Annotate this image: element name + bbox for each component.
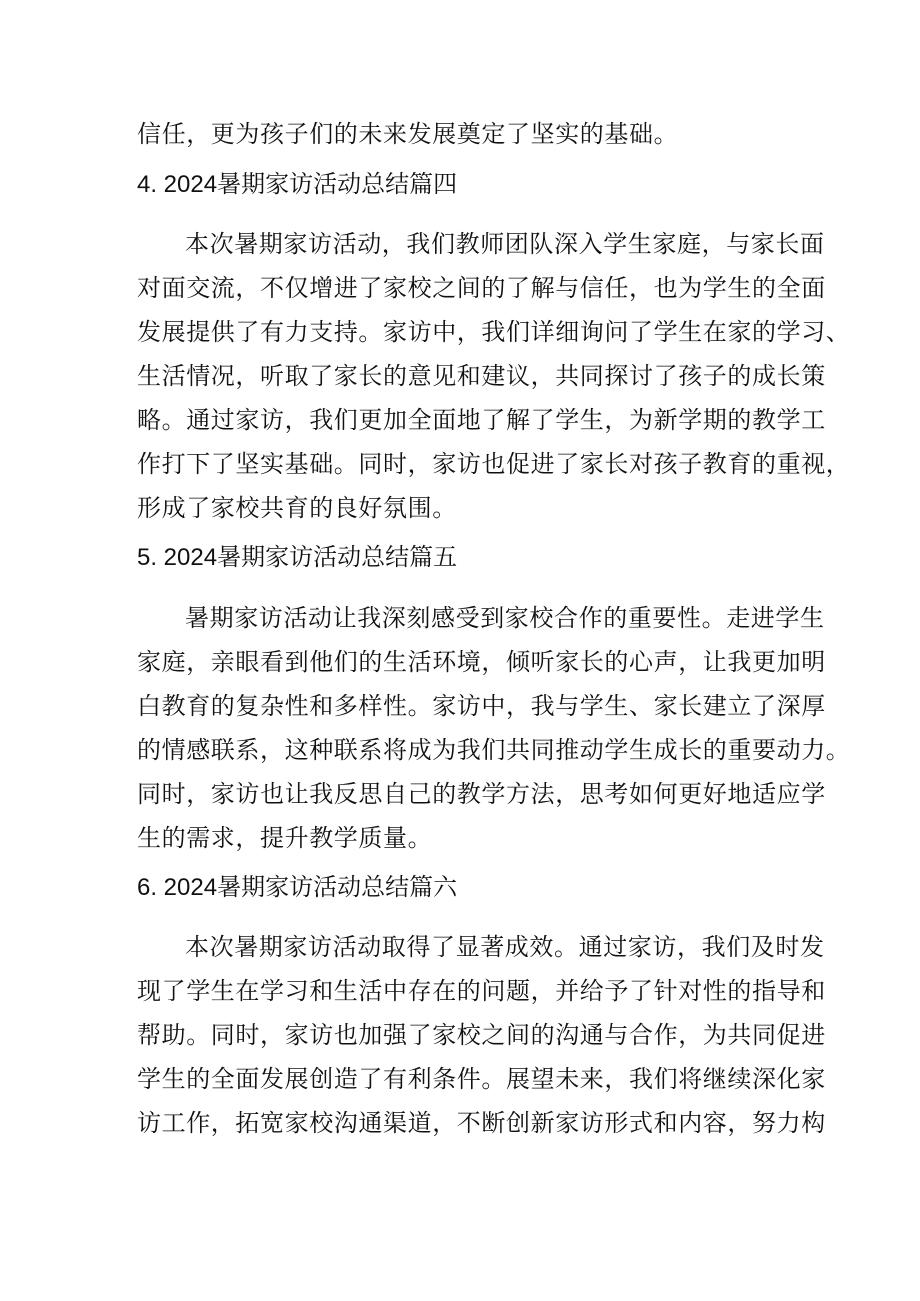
paragraph-line: 生的需求，提升教学质量。 bbox=[137, 824, 433, 852]
paragraph-line: 家庭，亲眼看到他们的生活环境，倾听家长的心声，让我更加明 bbox=[137, 648, 826, 676]
paragraph-line: 同时，家访也让我反思自己的教学方法，思考如何更好地适应学 bbox=[137, 780, 826, 808]
paragraph-line: 访工作，拓宽家校沟通渠道，不断创新家访形式和内容，努力构 bbox=[137, 1109, 826, 1137]
paragraph-line: 暑期家访活动让我深刻感受到家校合作的重要性。走进学生 bbox=[185, 604, 825, 632]
paragraph-line: 发展提供了有力支持。家访中，我们详细询问了学生在家的学习、 bbox=[137, 318, 851, 346]
paragraph-line: 现了学生在学习和生活中存在的问题，并给予了针对性的指导和 bbox=[137, 977, 826, 1005]
paragraph-line: 生活情况，听取了家长的意见和建议，共同探讨了孩子的成长策 bbox=[137, 362, 826, 390]
intro-line: 信任，更为孩子们的未来发展奠定了坚实的基础。 bbox=[137, 120, 679, 148]
paragraph-line: 作打下了坚实基础。同时，家访也促进了家长对孩子教育的重视， bbox=[137, 450, 851, 478]
paragraph-line: 本次暑期家访活动，我们教师团队深入学生家庭，与家长面 bbox=[185, 230, 825, 258]
section-heading-5: 5. 2024暑期家访活动总结篇五 bbox=[137, 544, 458, 571]
paragraph-line: 形成了家校共育的良好氛围。 bbox=[137, 494, 457, 522]
paragraph-line: 帮助。同时，家访也加强了家校之间的沟通与合作，为共同促进 bbox=[137, 1021, 826, 1049]
paragraph-line: 对面交流，不仅增进了家校之间的了解与信任，也为学生的全面 bbox=[137, 274, 826, 302]
paragraph-line: 学生的全面发展创造了有利条件。展望未来，我们将继续深化家 bbox=[137, 1065, 826, 1093]
paragraph-line: 白教育的复杂性和多样性。家访中，我与学生、家长建立了深厚 bbox=[137, 692, 826, 720]
paragraph-line: 的情感联系，这种联系将成为我们共同推动学生成长的重要动力。 bbox=[137, 736, 851, 764]
paragraph-line: 略。通过家访，我们更加全面地了解了学生，为新学期的教学工 bbox=[137, 406, 826, 434]
section-heading-4: 4. 2024暑期家访活动总结篇四 bbox=[137, 171, 458, 198]
section-heading-6: 6. 2024暑期家访活动总结篇六 bbox=[137, 874, 458, 901]
paragraph-line: 本次暑期家访活动取得了显著成效。通过家访，我们及时发 bbox=[185, 933, 825, 961]
